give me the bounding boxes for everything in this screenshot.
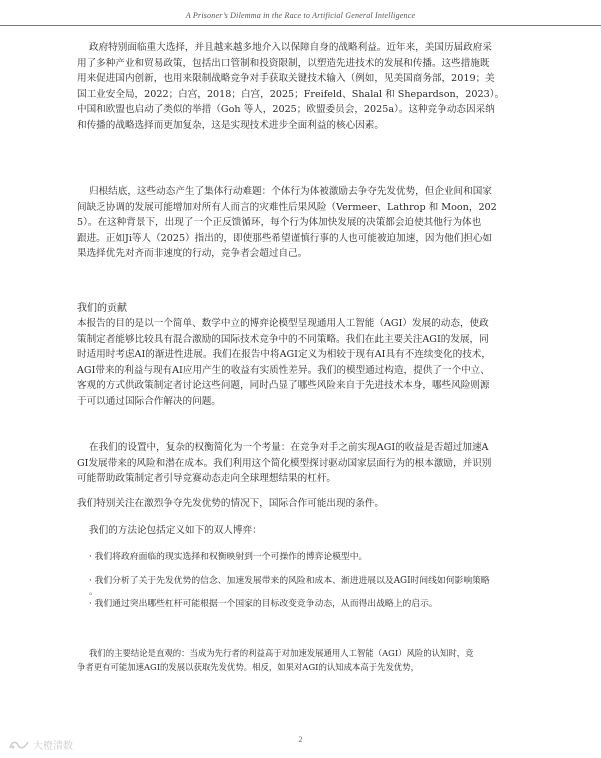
text-line: 可能帮助政策制定者引导竞赛动态走向全球理想结果的杠杆。 bbox=[77, 473, 337, 485]
text-line: 客观的方式供政策制定者讨论这些问题，同时凸显了哪些风险来自于先进技术本身，哪些风险则源 bbox=[77, 380, 490, 392]
section-heading-contribution: 我们的贡献 bbox=[77, 303, 127, 314]
paragraph-tradeoff bbox=[77, 440, 527, 487]
text-line: 用了多种产业和贸易政策，包括出口管制和投资限制，以塑造先进技术的发展和传播。这些措施既 bbox=[77, 57, 490, 69]
text-line: 时适用时考虑AI的渐进性进展。我们在报告中将AGI定义为相较于现有AI具有不连续变化的技术， bbox=[77, 349, 491, 361]
paragraph-collective-action bbox=[77, 184, 527, 262]
text-line: GI发展带来的风险和潜在成本。我们利用这个简化模型探讨驱动国家层面行为的根本激励，并识别 bbox=[77, 457, 492, 469]
paragraph-government-policy bbox=[77, 40, 527, 134]
text-line: 本报告的目的是以一个简单、数学中立的博弈论模型呈现通用人工智能（AGI）发展的动态，使政 bbox=[77, 318, 489, 329]
text-line: 用来促进国内创新，也用来限制战略竞争对手获取关键技术输入（例如，见美国商务部，2019；美 bbox=[77, 73, 495, 85]
running-header: A Prisoner’s Dilemma in the Race to Artificial General Intelligence bbox=[185, 11, 416, 20]
bullet-item-continuation: 。 bbox=[89, 587, 98, 597]
text-line: 我们的主要结论是直观的：当成为先行者的利益高于对加速发展通用人工智能（AGI）风险的认知时，竞 bbox=[89, 648, 474, 658]
text-line: 我们特别关注在激烈争夺先发优势的情况下，国际合作可能出现的条件。 bbox=[77, 498, 384, 509]
bullet-item: · 我们分析了关于先发优势的信念、加速发展带来的风险和成本、渐进进展以及AGI时间线如何影响策略 bbox=[89, 576, 490, 586]
text-line: 和传播的战略选择而更加复杂，这是实现技术进步全面利益的核心因素。 bbox=[77, 119, 384, 131]
text-line: 中国和欧盟也启动了类似的举措（Goh 等人，2025；欧盟委员会，2025a）。这种竞争动态因采纳 bbox=[77, 104, 495, 116]
paragraph-methodology bbox=[89, 523, 527, 539]
text-line: 在我们的设置中，复杂的权衡简化为一个考量：在竞争对手之前实现AGI的收益是否超过加速A bbox=[89, 442, 489, 453]
page-number: 2 bbox=[298, 735, 303, 744]
paragraph-main-conclusion bbox=[77, 647, 529, 674]
text-line: AGI带来的利益与现有AI应用产生的收益有实质性差异。我们的模型通过构造，提供了一个中立、 bbox=[77, 364, 490, 376]
text-line: 间缺乏协调的发展可能增加对所有人而言的灾难性后果风险（Vermeer、Lathrop 和 Moon，202 bbox=[77, 201, 497, 213]
bullet-item: · 我们通过突出哪些杠杆可能根据一个国家的目标改变竞争动态，从而得出战略上的启示。 bbox=[89, 599, 438, 609]
text-line: 于可以通过国际合作解决的问题。 bbox=[77, 395, 221, 407]
text-line: 我们的方法论包括定义如下的双人博弈： bbox=[89, 525, 262, 536]
watermark-text: 大橙清数 bbox=[33, 741, 73, 752]
text-line: 策制定者能够比较具有混合激励的国际技术竞争中的不同策略。我们在此主要关注AGI的发展，同 bbox=[77, 333, 489, 345]
text-line: 政府特别面临重大选择，并且越来越多地介入以保障自身的战略利益。近年来，美国历届政府采 bbox=[89, 42, 492, 53]
text-line: 5）。在这种背景下，出现了一个正反馈循环，每个行为体加快发展的决策都会迫使其他行为体也 bbox=[77, 217, 482, 229]
bullet-item: · 我们将政府面临的现实选择和权衡映射到一个可操作的博弈论模型中。 bbox=[89, 552, 368, 562]
text-line: 跟进。正如Ji等人（2025）指出的，即使那些希望谨慎行事的人也可能被迫加速，因为他们担心如 bbox=[77, 232, 493, 244]
methodology-bullet-list bbox=[89, 550, 529, 611]
text-line: 果选择优先对齐而非速度的行动，竞争者会超过自己。 bbox=[77, 248, 308, 260]
header-rule bbox=[0, 25, 601, 26]
watermark-logo-icon bbox=[8, 739, 30, 751]
text-line: 国工业安全局，2022；白宫，2018；白宫，2025；Freifeld、Shalal 和 Shepardson，2023）。 bbox=[77, 88, 505, 100]
text-line: 争者更有可能加速AGI的发展以获取先发优势。相反，如果对AGI的认知成本高于先发优势， bbox=[77, 661, 419, 672]
paragraph-contribution bbox=[77, 316, 527, 410]
text-line: 归根结底，这些动态产生了集体行动难题：个体行为体被激励去争夺先发优势，但企业间和国家 bbox=[89, 186, 492, 197]
watermark bbox=[8, 737, 73, 752]
paragraph-cooperation bbox=[77, 496, 527, 512]
